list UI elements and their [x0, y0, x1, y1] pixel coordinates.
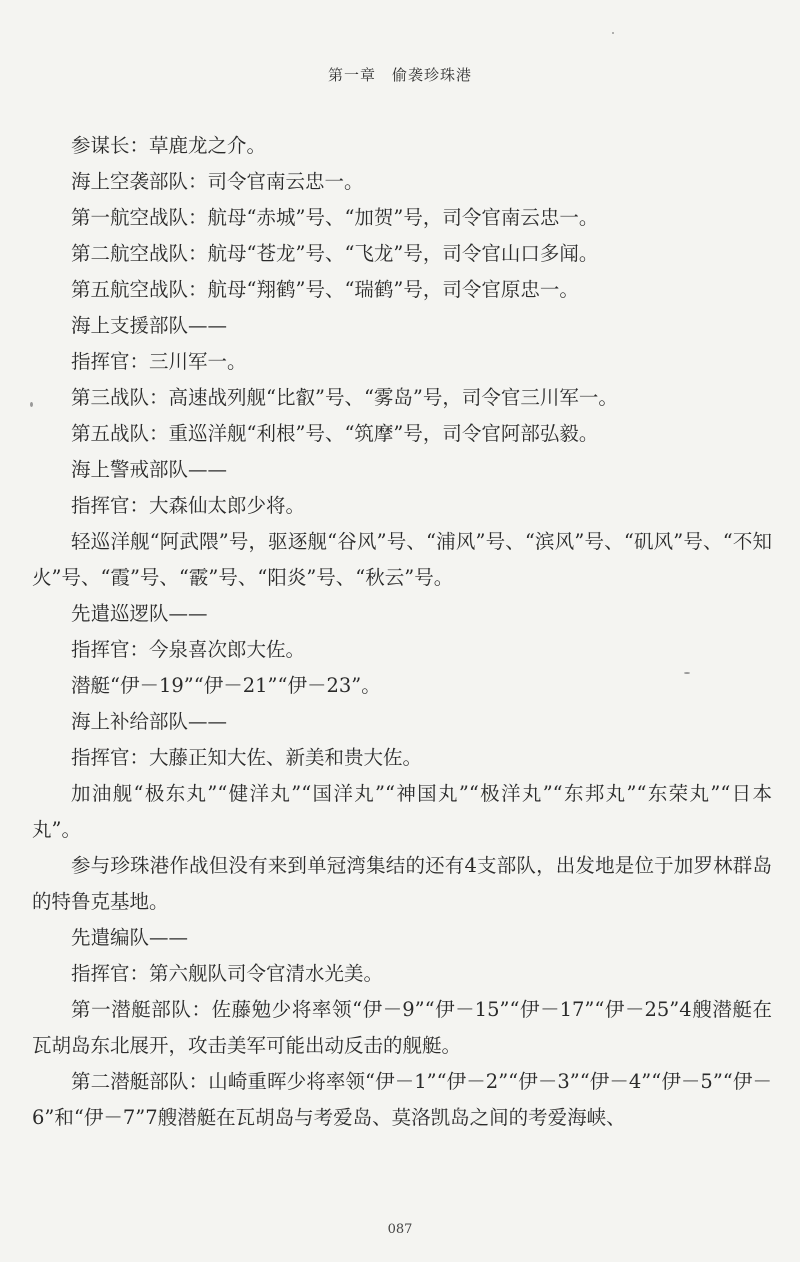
scan-speck — [684, 672, 690, 674]
paragraph: 第二航空战队：航母“苍龙”号、“飞龙”号，司令官山口多闻。 — [71, 242, 599, 265]
paragraph: 海上补给部队—— — [71, 710, 228, 733]
paragraph: 海上支援部队—— — [71, 314, 228, 337]
scan-speck — [612, 32, 614, 34]
body-text — [32, 128, 772, 1136]
paragraph: 海上警戒部队—— — [71, 458, 228, 481]
paragraph: 指挥官：大森仙太郎少将。 — [71, 494, 306, 517]
paragraph: 指挥官：三川军一。 — [71, 350, 247, 373]
paragraph: 第一潜艇部队：佐藤勉少将率领“伊－9”“伊－15”“伊－17”“伊－25”4艘潜艇在瓦胡岛东北展开，攻击美军可能出动反击的舰艇。 — [32, 998, 772, 1057]
paragraph: 第二潜艇部队：山崎重晖少将率领“伊－1”“伊－2”“伊－3”“伊－4”“伊－5”“伊－6”和“伊－7”7艘潜艇在瓦胡岛与考爱岛、莫洛凯岛之间的考爱海峡、 — [32, 1070, 772, 1129]
scan-speck — [30, 402, 33, 407]
running-header: 第一章 偷袭珍珠港 — [327, 66, 472, 84]
paragraph: 先遣编队—— — [71, 926, 189, 949]
paragraph: 参谋长：草鹿龙之介。 — [71, 134, 267, 157]
paragraph: 潜艇“伊－19”“伊－21”“伊－23”。 — [71, 674, 381, 697]
paragraph: 参与珍珠港作战但没有来到单冠湾集结的还有4支部队，出发地是位于加罗林群岛的特鲁克基地。 — [32, 854, 772, 913]
paragraph: 第五航空战队：航母“翔鹤”号、“瑞鹤”号，司令官原忠一。 — [71, 278, 579, 301]
paragraph: 先遣巡逻队—— — [71, 602, 208, 625]
paragraph: 加油舰“极东丸”“健洋丸”“国洋丸”“神国丸”“极洋丸”“东邦丸”“东荣丸”“日本丸”。 — [32, 782, 772, 841]
paragraph: 第五战队：重巡洋舰“利根”号、“筑摩”号，司令官阿部弘毅。 — [71, 422, 599, 445]
paragraph: 指挥官：大藤正知大佐、新美和贵大佐。 — [71, 746, 423, 769]
page-number: 087 — [387, 1222, 413, 1237]
paragraph: 指挥官：第六舰队司令官清水光美。 — [71, 962, 384, 985]
paragraph: 指挥官：今泉喜次郎大佐。 — [71, 638, 306, 661]
paragraph: 轻巡洋舰“阿武隈”号，驱逐舰“谷风”号、“浦风”号、“滨风”号、“矶风”号、“不知火”号、“霞”号、“霰”号、“阳炎”号、“秋云”号。 — [32, 530, 772, 589]
paragraph: 海上空袭部队：司令官南云忠一。 — [71, 170, 364, 193]
paragraph: 第三战队：高速战列舰“比叡”号、“雾岛”号，司令官三川军一。 — [71, 386, 618, 409]
paragraph: 第一航空战队：航母“赤城”号、“加贺”号，司令官南云忠一。 — [71, 206, 599, 229]
